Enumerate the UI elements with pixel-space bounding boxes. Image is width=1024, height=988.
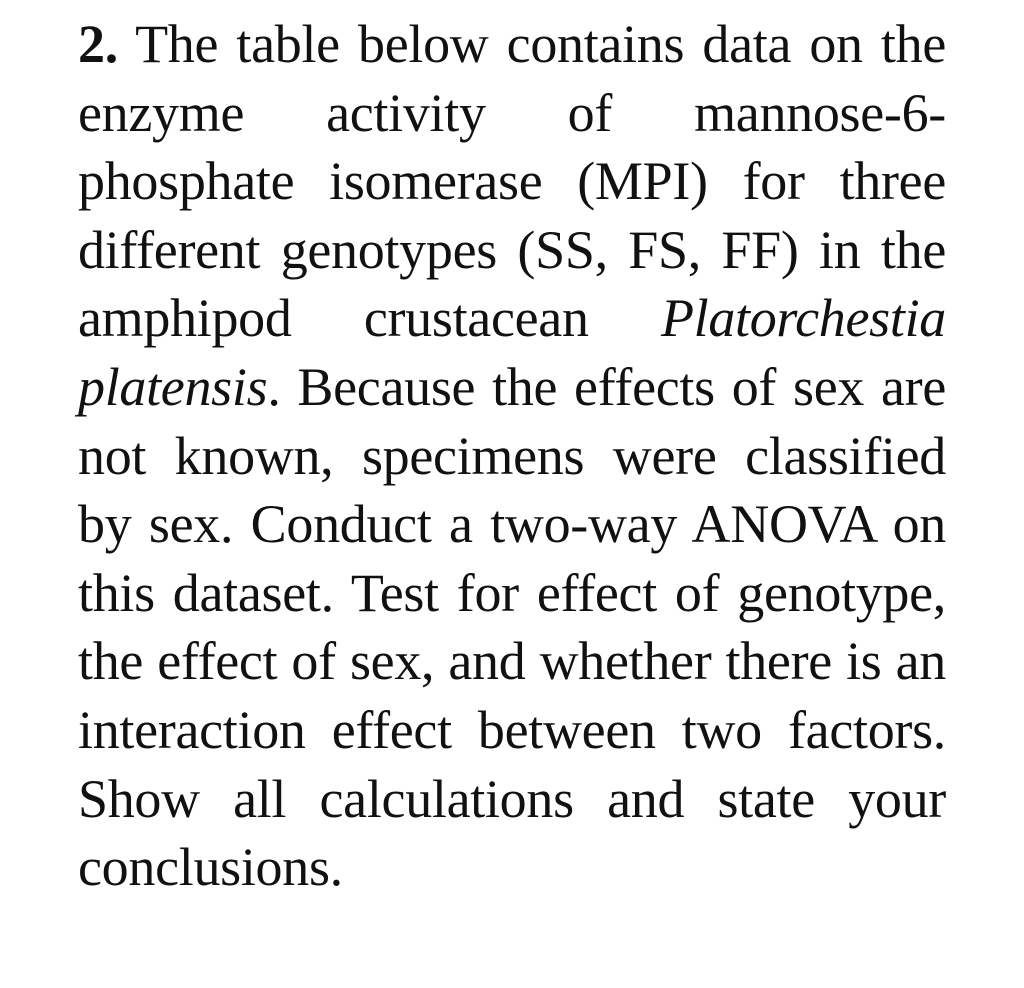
question-paragraph [78, 10, 946, 902]
question-text-instructions: . Because the effects of sex are not known, specimens were classified by sex. Conduct a two-way ANOVA on this dataset. Test for effect of genotype, the effect of sex, and whether there is an interaction effect between two factors. Show all calculations and state your conclusions. [78, 356, 946, 898]
question-text-intro: The table below contains data on the enzyme activity of mannose-6-phosphate isomerase (MPI) for three different genotypes (SS, FS, FF) in the amphipod crustacean [78, 14, 946, 349]
species-name: Platorchestia platensis [78, 288, 946, 417]
question-number: 2. [78, 14, 118, 74]
